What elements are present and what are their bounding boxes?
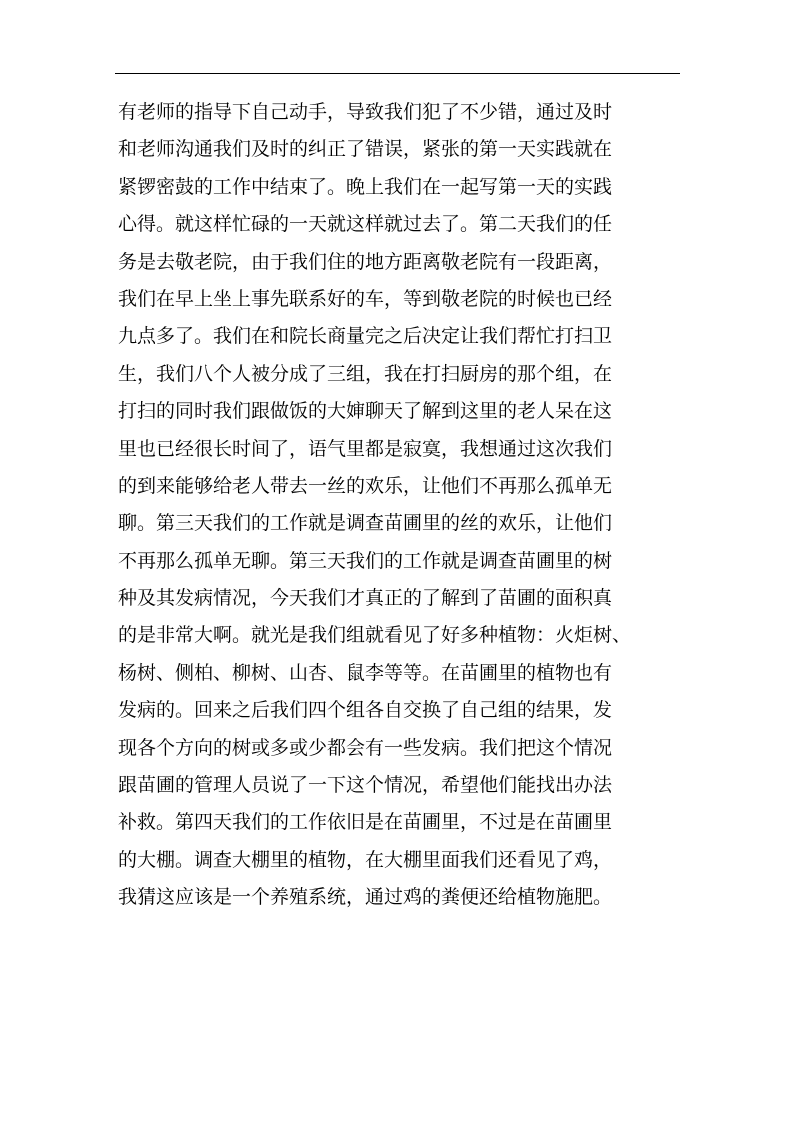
text-line: 跟苗圃的管理人员说了一下这个情况，希望他们能找出办法 bbox=[118, 774, 613, 797]
text-line: 的到来能够给老人带去一丝的欢乐，让他们不再那么孤单无 bbox=[118, 474, 613, 497]
text-line: 我猜这应该是一个养殖系统，通过鸡的粪便还给植物施肥。 bbox=[118, 886, 613, 909]
text-line: 和老师沟通我们及时的纠正了错误，紧张的第一天实践就在 bbox=[118, 138, 613, 161]
text-line: 有老师的指导下自己动手，导致我们犯了不少错，通过及时 bbox=[118, 101, 613, 123]
text-line: 的大棚。调查大棚里的植物，在大棚里面我们还看见了鸡， bbox=[118, 848, 613, 871]
text-line: 我们在早上坐上事先联系好的车，等到敬老院的时候也已经 bbox=[118, 287, 613, 310]
text-line: 生，我们八个人被分成了三组，我在打扫厨房的那个组，在 bbox=[118, 362, 613, 385]
body-paragraph bbox=[118, 94, 678, 917]
text-line: 心得。就这样忙碌的一天就这样就过去了。第二天我们的任 bbox=[118, 213, 613, 236]
text-line: 聊。第三天我们的工作就是调查苗圃里的丝的欢乐，让他们 bbox=[118, 512, 613, 535]
text-line: 发病的。回来之后我们四个组各自交换了自己组的结果，发 bbox=[118, 699, 613, 722]
header-rule bbox=[115, 73, 680, 74]
text-line: 种及其发病情况，今天我们才真正的了解到了苗圃的面积真 bbox=[118, 587, 613, 610]
text-line: 里也已经很长时间了，语气里都是寂寞，我想通过这次我们 bbox=[118, 437, 613, 460]
text-line: 的是非常大啊。就光是我们组就看见了好多种植物：火炬树、 bbox=[118, 624, 632, 647]
text-line: 杨树、侧柏、柳树、山杏、鼠李等等。在苗圃里的植物也有 bbox=[118, 661, 613, 684]
text-line: 九点多了。我们在和院长商量完之后决定让我们帮忙打扫卫 bbox=[118, 325, 613, 348]
text-line: 紧锣密鼓的工作中结束了。晚上我们在一起写第一天的实践 bbox=[118, 175, 613, 198]
text-line: 打扫的同时我们跟做饭的大婶聊天了解到这里的老人呆在这 bbox=[118, 400, 613, 423]
text-line: 务是去敬老院，由于我们住的地方距离敬老院有一段距离， bbox=[118, 250, 613, 273]
text-line: 现各个方向的树或多或少都会有一些发病。我们把这个情况 bbox=[118, 736, 613, 759]
text-line: 补救。第四天我们的工作依旧是在苗圃里，不过是在苗圃里 bbox=[118, 811, 613, 834]
text-line: 不再那么孤单无聊。第三天我们的工作就是调查苗圃里的树 bbox=[118, 549, 613, 572]
